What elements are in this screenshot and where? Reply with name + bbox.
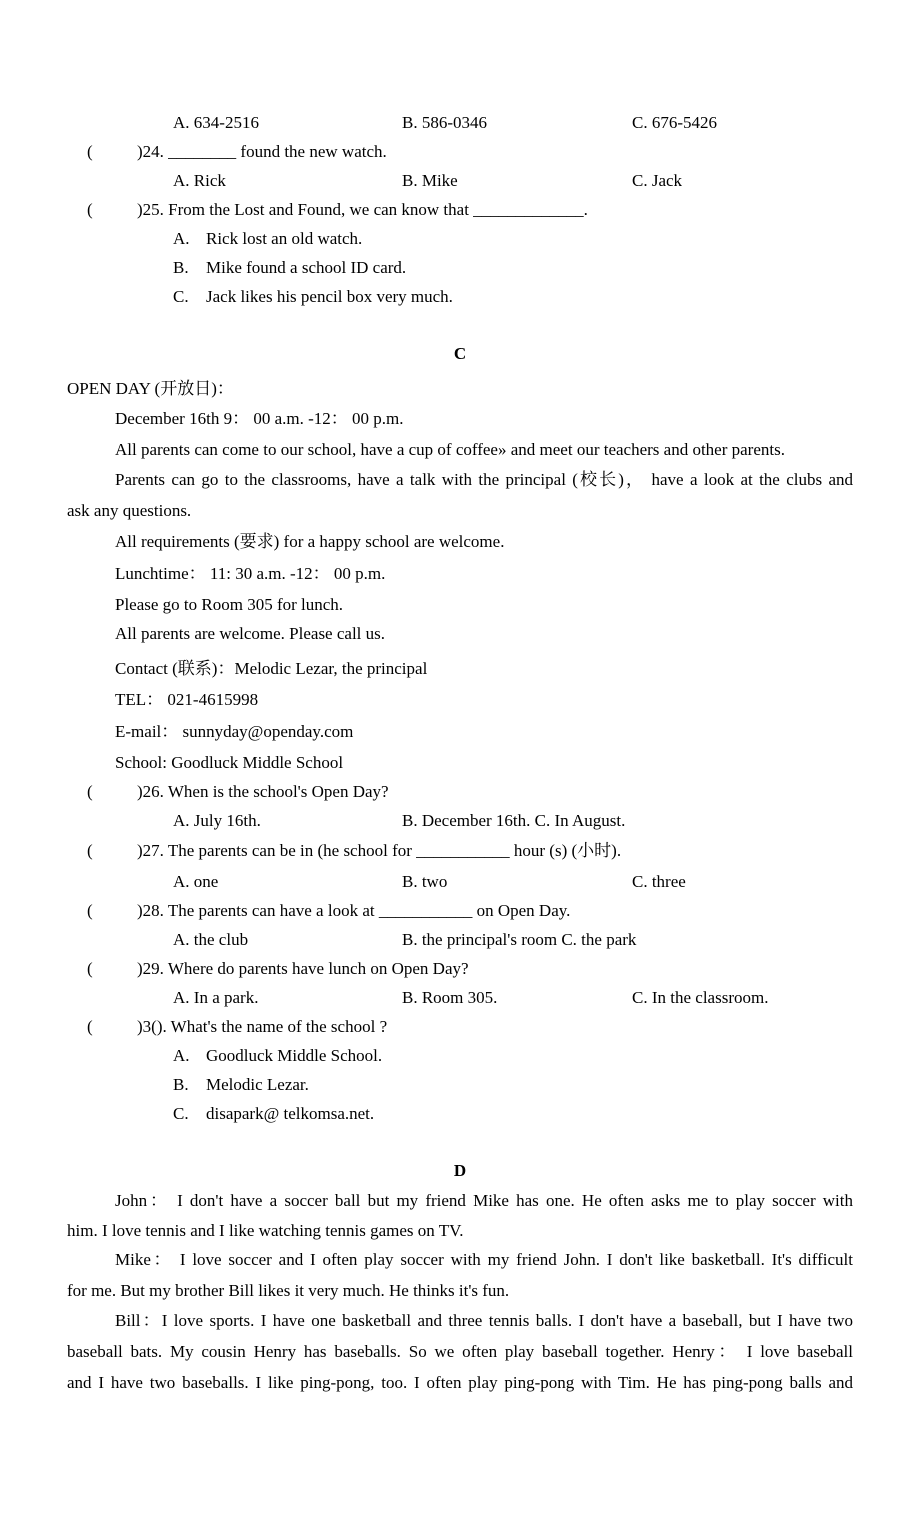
q27-option-b: B. two <box>402 872 448 891</box>
q23-option-c: C. 676-5426 <box>632 113 717 132</box>
bill-paragraph-line-3: and I have two baseballs. I like ping-pong, too. I often play ping-pong with Tim. He has ping-pong balls and <box>67 1373 853 1392</box>
q30-option-c-letter: C. <box>173 1104 189 1123</box>
john-paragraph-line-2: him. I love tennis and I like watching tennis games on TV. <box>67 1221 464 1240</box>
q26-option-b-c: B. December 16th. C. In August. <box>402 811 626 830</box>
q30-stem: )3(). What's the name of the school ? <box>137 1017 388 1036</box>
open-day-lunch-room: Please go to Room 305 for lunch. <box>115 595 344 614</box>
section-c-heading: C <box>453 344 467 363</box>
q24-option-c: C. Jack <box>632 171 683 190</box>
open-day-school: School: Goodluck Middle School <box>115 753 344 772</box>
mike-paragraph-line-1: Mike： I love soccer and I often play soccer with my friend John. I don't like basketball. It's difficult <box>115 1250 853 1269</box>
open-day-paragraph-1: All parents can come to our school, have a cup of coffee» and meet our teachers and other parents. <box>115 440 785 459</box>
open-day-paragraph-2-line-2: ask any questions. <box>67 501 192 520</box>
q25-option-b: Mike found a school ID card. <box>206 258 407 277</box>
open-day-lunchtime: Lunchtime： 11: 30 a.m. -12： 00 p.m. <box>115 564 386 583</box>
q27-option-c: C. three <box>632 872 686 891</box>
q29-option-a: A. In a park. <box>173 988 259 1007</box>
q23-option-b: B. 586-0346 <box>402 113 487 132</box>
q30-option-c: disapark@ telkomsa.net. <box>206 1104 375 1123</box>
q24-option-a: A. Rick <box>173 171 226 190</box>
open-day-welcome: All parents are welcome. Please call us. <box>115 624 386 643</box>
open-day-paragraph-2-line-1: Parents can go to the classrooms, have a talk with the principal (校长)， have a look at the clubs and <box>115 470 853 489</box>
bill-paragraph-line-1: Bill：I love sports. I have one basketball and three tennis balls. I don't have a baseball, but I have two <box>115 1311 853 1330</box>
john-paragraph-line-1: John： I don't have a soccer ball but my friend Mike has one. He often asks me to play soccer with <box>115 1191 853 1210</box>
q29-stem: )29. Where do parents have lunch on Open Day? <box>137 959 469 978</box>
q29-option-b: B. Room 305. <box>402 988 498 1007</box>
open-day-date: December 16th 9： 00 a.m. -12： 00 p.m. <box>115 409 404 428</box>
q30-option-a: Goodluck Middle School. <box>206 1046 383 1065</box>
open-day-tel: TEL： 021-4615998 <box>115 690 259 709</box>
q28-option-b-c: B. the principal's room C. the park <box>402 930 637 949</box>
q30-option-b: Melodic Lezar. <box>206 1075 309 1094</box>
q28-answer-paren: ( <box>87 901 93 920</box>
q24-answer-paren: ( <box>87 142 93 161</box>
q25-option-c: Jack likes his pencil box very much. <box>206 287 453 306</box>
q24-stem: )24. ________ found the new watch. <box>137 142 387 161</box>
open-day-title: OPEN DAY (开放日)： <box>67 379 234 398</box>
q25-answer-paren: ( <box>87 200 93 219</box>
q26-answer-paren: ( <box>87 782 93 801</box>
q25-option-c-letter: C. <box>173 287 189 306</box>
open-day-email: E-mail： sunnyday@openday.com <box>115 722 354 741</box>
q30-option-a-letter: A. <box>173 1046 190 1065</box>
q23-option-a: A. 634-2516 <box>173 113 259 132</box>
q25-stem: )25. From the Lost and Found, we can know that _____________. <box>137 200 588 219</box>
q25-option-a: Rick lost an old watch. <box>206 229 363 248</box>
mike-paragraph-line-2: for me. But my brother Bill likes it very much. He thinks it's fun. <box>67 1281 510 1300</box>
section-d-heading: D <box>453 1161 467 1180</box>
q28-stem: )28. The parents can have a look at ___________ on Open Day. <box>137 901 571 920</box>
q25-option-b-letter: B. <box>173 258 189 277</box>
q26-stem: )26. When is the school's Open Day? <box>137 782 389 801</box>
q27-stem: )27. The parents can be in (he school for ___________ hour (s) (小时). <box>137 841 622 860</box>
bill-paragraph-line-2: baseball bats. My cousin Henry has baseballs. So we often play baseball together. Henry： I love baseball <box>67 1342 853 1361</box>
q27-option-a: A. one <box>173 872 219 891</box>
q27-answer-paren: ( <box>87 841 93 860</box>
open-day-paragraph-3: All requirements (要求) for a happy school are welcome. <box>115 532 505 551</box>
q24-option-b: B. Mike <box>402 171 458 190</box>
q28-option-a: A. the club <box>173 930 249 949</box>
q25-option-a-letter: A. <box>173 229 190 248</box>
q29-option-c: C. In the classroom. <box>632 988 769 1007</box>
q26-option-a: A. July 16th. <box>173 811 261 830</box>
q30-answer-paren: ( <box>87 1017 93 1036</box>
open-day-contact: Contact (联系)：Melodic Lezar, the principal <box>115 659 428 678</box>
q30-option-b-letter: B. <box>173 1075 189 1094</box>
q29-answer-paren: ( <box>87 959 93 978</box>
